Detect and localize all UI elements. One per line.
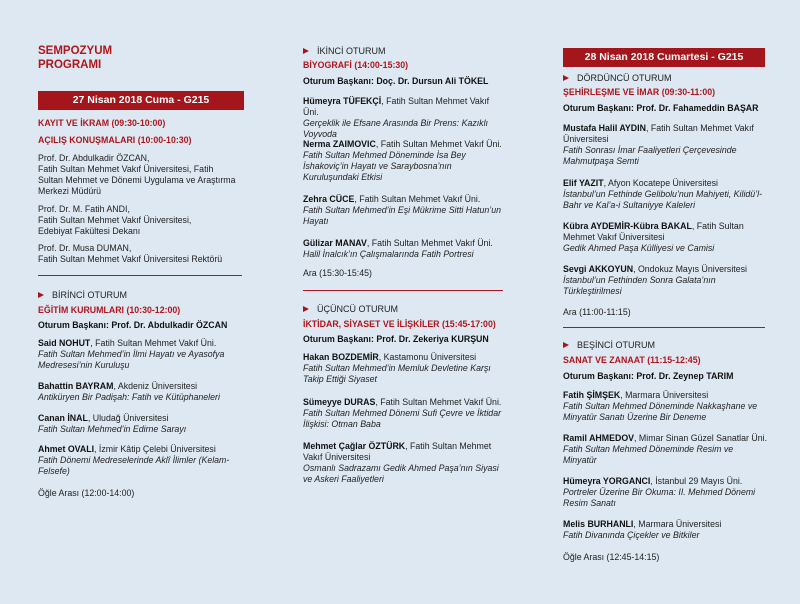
speaker-affiliation: , Marmara Üniversitesi — [633, 519, 722, 529]
talk-title: Fatih Sultan Mehmed’in Memluk Devletine Karşı Takip Ettiği Siyaset — [303, 363, 491, 384]
speaker-affiliation: , Fatih Sultan Mehmet Vakıf Üni. — [375, 139, 502, 149]
triangle-bullet-icon — [563, 342, 569, 348]
talk-title: Fatih Sultan Mehmed Döneminde Nakkaşhane ve Minyatür Sanatı Üzerine Bir Deneme — [563, 401, 758, 422]
program-title: SEMPOZYUM PROGRAMI — [38, 45, 113, 71]
speaker-name: Kübra AYDEMİR-Kübra BAKAL — [563, 221, 692, 231]
talk-item — [563, 476, 769, 509]
talk-item — [38, 413, 244, 435]
session-title: SANAT VE ZANAAT (11:15-12:45) — [563, 355, 701, 365]
session-label: DÖRDÜNCÜ OTURUM — [577, 73, 672, 83]
speaker-name: Ahmet OVALI — [38, 444, 95, 454]
talk-item — [303, 139, 505, 183]
divider — [303, 290, 503, 291]
session-title: BİYOGRAFİ (14:00-15:30) — [303, 60, 409, 70]
triangle-bullet-icon — [303, 306, 309, 312]
talk-item — [303, 194, 505, 227]
speaker-affiliation: , Fatih Sultan Mehmet Vakıf Üni. — [375, 397, 502, 407]
talk-item — [563, 519, 769, 541]
session-heading — [303, 46, 386, 57]
session-title: İKTİDAR, SİYASET VE İLİŞKİLER (15:45-17:00) — [303, 319, 496, 329]
talk-item — [563, 433, 769, 466]
speaker-name: Mehmet Çağlar ÖZTÜRK — [303, 441, 406, 451]
talk-item — [303, 352, 505, 385]
speaker-name: Said NOHUT — [38, 338, 91, 348]
triangle-bullet-icon — [38, 292, 44, 298]
talk-title: Fatih Dönemi Medreselerinde Aklî İlimler (Kelam-Felsefe) — [38, 455, 230, 476]
session-label: İKİNCİ OTURUM — [317, 46, 386, 56]
triangle-bullet-icon — [563, 75, 569, 81]
session-label: BİRİNCİ OTURUM — [52, 290, 127, 300]
talk-item — [38, 444, 244, 477]
speaker-affiliation: , Uludağ Üniversitesi — [87, 413, 169, 423]
day-banner-28-april: 28 Nisan 2018 Cumartesi - G215 — [563, 48, 765, 67]
speaker-affiliation: , İzmir Kâtip Çelebi Üniversitesi — [94, 444, 216, 454]
talk-item — [563, 178, 769, 211]
coffee-break: Ara (11:00-11:15) — [563, 307, 631, 317]
talk-title: İstanbul’un Fethinden Sonra Galata’nın Türkleştirilmesi — [563, 275, 716, 296]
divider — [563, 327, 765, 328]
speaker-name: Bahattin BAYRAM — [38, 381, 114, 391]
session-title: ŞEHİRLEŞME VE İMAR (09:30-11:00) — [563, 87, 716, 97]
session-chair: Oturum Başkanı: Prof. Dr. Zekeriya KURŞUN — [303, 334, 489, 344]
speaker-affiliation: , Fatih Sultan Mehmet Vakıf Üniversitesi — [563, 221, 744, 242]
speaker-name: Fatih ŞİMŞEK — [563, 390, 621, 400]
talk-title: Portreler Üzerine Bir Okuma: II. Mehmed Dönemi Resim Sanatı — [563, 487, 756, 508]
lunch-break: Öğle Arası (12:45-14:15) — [563, 552, 660, 562]
session-label: ÜÇÜNCÜ OTURUM — [317, 304, 398, 314]
talk-title: Fatih Sultan Mehmed’in İlmi Hayatı ve Ayasofya Medresesi’nin Kuruluşu — [38, 349, 225, 370]
talk-title: Fatih Sultan Mehmed’in Edirne Sarayı — [38, 424, 187, 434]
opening-speaker: Prof. Dr. Musa DUMAN, Fatih Sultan Mehmet Vakıf Üniversitesi Rektörü — [38, 243, 223, 264]
talk-title: Osmanlı Sadrazamı Gedik Ahmed Paşa’nın Siyasi ve Askeri Faaliyetleri — [303, 463, 499, 484]
speaker-affiliation: , Kastamonu Üniversitesi — [378, 352, 477, 362]
speaker-name: Nerma ZAIMOVIC — [303, 139, 376, 149]
session-chair: Oturum Başkanı: Prof. Dr. Fahameddin BAŞAR — [563, 103, 759, 113]
speaker-name: Elif YAZIT — [563, 178, 604, 188]
session-title: EĞİTİM KURUMLARI (10:30-12:00) — [38, 305, 181, 315]
talk-title: Fatih Sonrası İmar Faaliyetleri Çerçevesinde Mahmutpaşa Semti — [563, 145, 737, 166]
talk-item — [303, 238, 505, 260]
talk-item — [563, 123, 769, 167]
speaker-name: Sevgi AKKOYUN — [563, 264, 634, 274]
talk-title: Fatih Sultan Mehmed Dönemi Sufi Çevre ve İktidar İlişkisi: Otman Baba — [303, 408, 502, 429]
speaker-affiliation: , Ondokuz Mayıs Üniversitesi — [633, 264, 747, 274]
session-label: BEŞİNCİ OTURUM — [577, 340, 656, 350]
talk-item — [38, 381, 244, 403]
session-chair: Oturum Başkanı: Prof. Dr. Abdulkadir ÖZCAN — [38, 320, 228, 330]
coffee-break: Ara (15:30-15:45) — [303, 268, 372, 278]
speaker-name: Canan İNAL — [38, 413, 88, 423]
speaker-name: Zehra CÜCE — [303, 194, 355, 204]
speaker-name: Melis BURHANLI — [563, 519, 634, 529]
speaker-affiliation: , Marmara Üniversitesi — [620, 390, 709, 400]
opening-heading: AÇILIŞ KONUŞMALARI (10:00-10:30) — [38, 135, 192, 145]
speaker-affiliation: , Afyon Kocatepe Üniversitesi — [603, 178, 718, 188]
speaker-name: Hümeyra YORGANCI — [563, 476, 651, 486]
speaker-affiliation: , Mimar Sinan Güzel Sanatlar Üni. — [634, 433, 768, 443]
talk-title: İstanbul’un Fethinde Gelibolu’nun Mahiyeti, Kilidü’l-Bahr ve Kal’a-i Sultaniyye Kaleleri — [563, 189, 763, 210]
talk-title: Gedik Ahmed Paşa Külliyesi ve Camisi — [563, 243, 715, 253]
day-banner-27-april: 27 Nisan 2018 Cuma - G215 — [38, 91, 244, 110]
speaker-affiliation: , Akdeniz Üniversitesi — [113, 381, 198, 391]
speaker-affiliation: , Fatih Sultan Mehmet Vakıf Üni. — [90, 338, 217, 348]
talk-title: Fatih Sultan Mehmed Döneminde İsa Bey İshakoviç’in Hayatı ve Saraybosna’nın Kuruluşundaki Etkisi — [303, 150, 466, 182]
opening-speaker: Prof. Dr. M. Fatih ANDI, Fatih Sultan Mehmet Vakıf Üniversitesi, Edebiyat Fakültesi Dekanı — [38, 204, 192, 236]
talk-item — [303, 96, 505, 140]
speaker-name: Sümeyye DURAS — [303, 397, 376, 407]
speaker-affiliation: , İstanbul 29 Mayıs Üni. — [650, 476, 743, 486]
session-heading — [563, 340, 655, 351]
talk-title: Gerçeklik ile Efsane Arasında Bir Prens: Kazıklı Voyvoda — [303, 118, 488, 139]
speaker-name: Gülizar MANAV — [303, 238, 367, 248]
talk-title: Fatih Divanında Çiçekler ve Bitkiler — [563, 530, 700, 540]
session-heading — [303, 304, 398, 315]
speaker-name: Mustafa Halil AYDIN — [563, 123, 646, 133]
speaker-name: Hümeyra TÜFEKÇİ — [303, 96, 382, 106]
opening-speaker: Prof. Dr. Abdulkadir ÖZCAN, Fatih Sultan Mehmet Vakıf Üniversitesi, Fatih Sultan Mehmet ve Dönemi Uygulama ve Araştırma Merkezi Müdürü — [38, 153, 236, 196]
talk-item — [303, 397, 505, 430]
talk-item — [563, 390, 769, 423]
talk-item — [563, 264, 769, 297]
talk-title: Halil İnalcık’ın Çalışmalarında Fatih Portresi — [303, 249, 474, 259]
session-chair: Oturum Başkanı: Prof. Dr. Zeynep TARIM — [563, 371, 734, 381]
speaker-name: Ramil AHMEDOV — [563, 433, 635, 443]
divider — [38, 275, 242, 276]
lunch-break: Öğle Arası (12:00-14:00) — [38, 488, 135, 498]
session-chair: Oturum Başkanı: Doç. Dr. Dursun Ali TÖKEL — [303, 76, 489, 86]
speaker-affiliation: , Fatih Sultan Mehmet Vakıf Üniversitesi — [303, 441, 492, 462]
talk-item — [303, 441, 505, 485]
talk-title: Fatih Sultan Mehmed’in Eşi Mükrime Sitti Hatun’un Hayatı — [303, 205, 502, 226]
speaker-affiliation: , Fatih Sultan Mehmet Vakıf Üni. — [366, 238, 493, 248]
speaker-affiliation: , Fatih Sultan Mehmet Vakıf Üniversitesi — [563, 123, 754, 144]
session-heading — [38, 290, 127, 301]
triangle-bullet-icon — [303, 48, 309, 54]
registration-heading: KAYIT VE İKRAM (09:30-10:00) — [38, 118, 166, 128]
talk-item — [38, 338, 244, 371]
talk-item — [563, 221, 769, 254]
speaker-affiliation: , Fatih Sultan Mehmet Vakıf Üni. — [303, 96, 490, 117]
speaker-name: Hakan BOZDEMİR — [303, 352, 379, 362]
session-heading — [563, 73, 672, 84]
talk-title: Fatih Sultan Mehmed Döneminde Resim ve Minyatür — [563, 444, 734, 465]
speaker-affiliation: , Fatih Sultan Mehmet Vakıf Üni. — [354, 194, 481, 204]
talk-title: Antiküryen Bir Padişah: Fatih ve Kütüphaneleri — [38, 392, 220, 402]
